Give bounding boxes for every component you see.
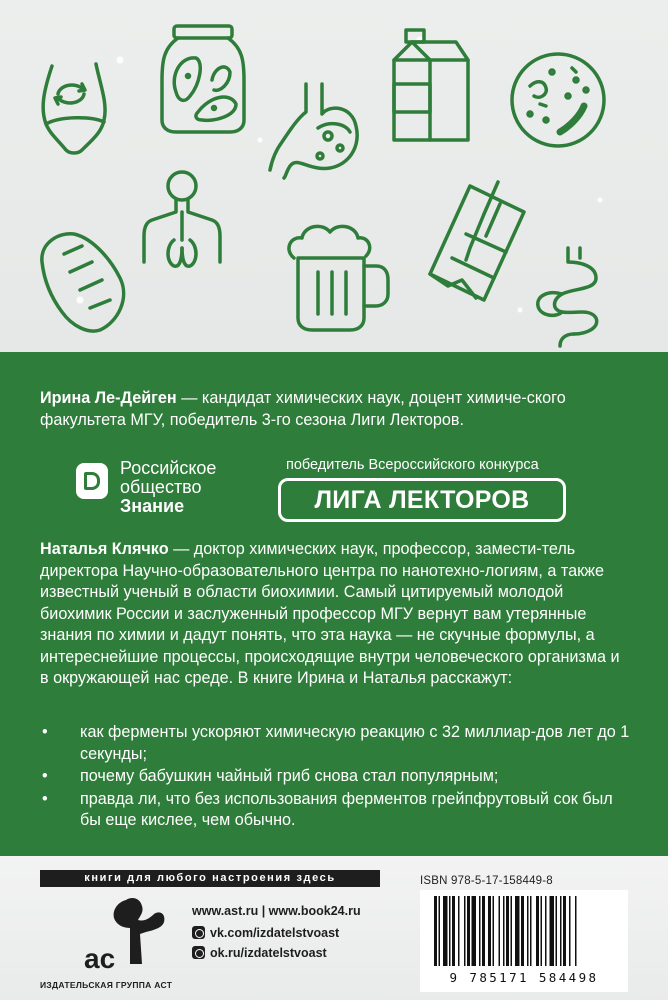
isbn-label: ISBN 978-5-17-158449-8 [420, 875, 553, 887]
book-description: Самый цитируемый молодой биохимик России и заслуженный профессор МГУ вернут вам утерянные знания по химии и дадут понять, что эта наука — не скучные формулы, а интереснейшие процессы, происходящие внутри человеческого организма и в окружающей нас среде. В книге Ирина и Наталья расскажут: [40, 583, 620, 687]
vk-link[interactable] [192, 926, 339, 940]
bread-icon [42, 234, 124, 331]
barcode-bar [527, 896, 529, 966]
stomach-icon [270, 84, 357, 178]
barcode-bar [545, 896, 547, 966]
barcode-bar [560, 896, 562, 966]
author1-name: Ирина Ле-Дейген [40, 389, 177, 407]
petri-dish-icon [512, 54, 604, 146]
author1-paragraph [40, 388, 632, 431]
znanie-line3: Знание [120, 496, 185, 516]
barcode-bar [499, 896, 501, 966]
vk-link-text: vk.com/izdatelstvoast [210, 926, 340, 940]
icon-illustration-area [0, 0, 668, 352]
list-item: • как ферменты ускоряют химическую реакцию с 32 миллиар-дов лет до 1 секунды; [40, 722, 632, 765]
barcode-bar [511, 896, 513, 966]
barcode-bar [467, 896, 470, 966]
liga-lektorov-badge: ЛИГА ЛЕКТОРОВ [278, 478, 566, 522]
barcode-bar [506, 896, 509, 966]
author1-bio: — кандидат химических наук, доцент химиче-ского факультета МГУ, победитель 3-го сезона Лиги Лекторов. [40, 389, 566, 429]
barcode-bar [472, 896, 477, 966]
ok-link-text: ok.ru/izdatelstvoast [210, 946, 327, 960]
barcode-bar [536, 896, 539, 966]
footer-area [0, 856, 668, 1000]
barcode-bar [488, 896, 491, 966]
author2-name: Наталья Клячко [40, 540, 169, 558]
bullet-list [40, 722, 632, 833]
description-panel [0, 352, 668, 856]
logos-row [76, 457, 596, 527]
vk-icon [192, 926, 205, 939]
icons-canvas [0, 0, 668, 352]
barcode-bar [563, 896, 566, 966]
barcode-bar [443, 896, 448, 966]
list-item: • почему бабушкин чайный гриб снова стал популярным; [40, 766, 632, 788]
barcode-bar [550, 896, 555, 966]
barcode-bar [434, 896, 437, 966]
barcode-bar [556, 896, 558, 966]
znanie-logo-icon [76, 463, 108, 499]
barcode-bar [530, 896, 532, 966]
barcode-bar [482, 896, 485, 966]
barcode-bar [479, 896, 481, 966]
list-item: • правда ли, что без использования ферментов грейпфрутовый сок был бы еще кислее, чем обычно. [40, 789, 632, 832]
ok-icon [192, 946, 205, 959]
znanie-line2: общество [120, 477, 202, 497]
barcode-bar [503, 896, 505, 966]
barcode-bar [464, 896, 466, 966]
znanie-logo-text [120, 459, 270, 516]
svg-text:ac: ac [84, 943, 116, 974]
author2-paragraph [40, 539, 632, 690]
chocolate-bar-icon [430, 182, 524, 300]
ok-link[interactable] [192, 946, 327, 960]
barcode-bar [449, 896, 451, 966]
barcode-bar [452, 896, 455, 966]
publisher-caption: ИЗДАТЕЛЬСКАЯ ГРУППА АСТ [40, 980, 173, 990]
human-body-icon [144, 172, 220, 266]
intestine-icon [538, 248, 597, 346]
barcode-bar [515, 896, 520, 966]
barcode-bar [521, 896, 524, 966]
barcode [420, 890, 628, 992]
barcode-bar [575, 896, 577, 966]
liga-caption: победитель Всероссийского конкурса [286, 457, 539, 473]
websites-link[interactable]: www.ast.ru | www.book24.ru [192, 904, 361, 918]
barcode-bar [493, 896, 495, 966]
barcode-bar [569, 896, 571, 966]
barcode-bar [458, 896, 460, 966]
barcode-bar [439, 896, 441, 966]
author2-bio: — доктор химических наук, профессор, замести-тель директора Научно-образовательного центра по нанотехно-логиям, а также известный ученый в области биохимии. [40, 540, 604, 601]
barcode-bar [541, 896, 543, 966]
ast-publisher-logo [82, 894, 172, 978]
milk-carton-icon [394, 30, 468, 140]
beer-mug-icon [289, 226, 388, 330]
tagline-banner: книги для любого настроения здесь [40, 870, 380, 887]
znanie-line1: Российское [120, 458, 217, 478]
waist-icon [43, 64, 105, 153]
barcode-bars [420, 890, 628, 970]
barcode-digits: 9 785171 584498 [449, 970, 599, 985]
pickle-jar-icon [162, 26, 244, 132]
